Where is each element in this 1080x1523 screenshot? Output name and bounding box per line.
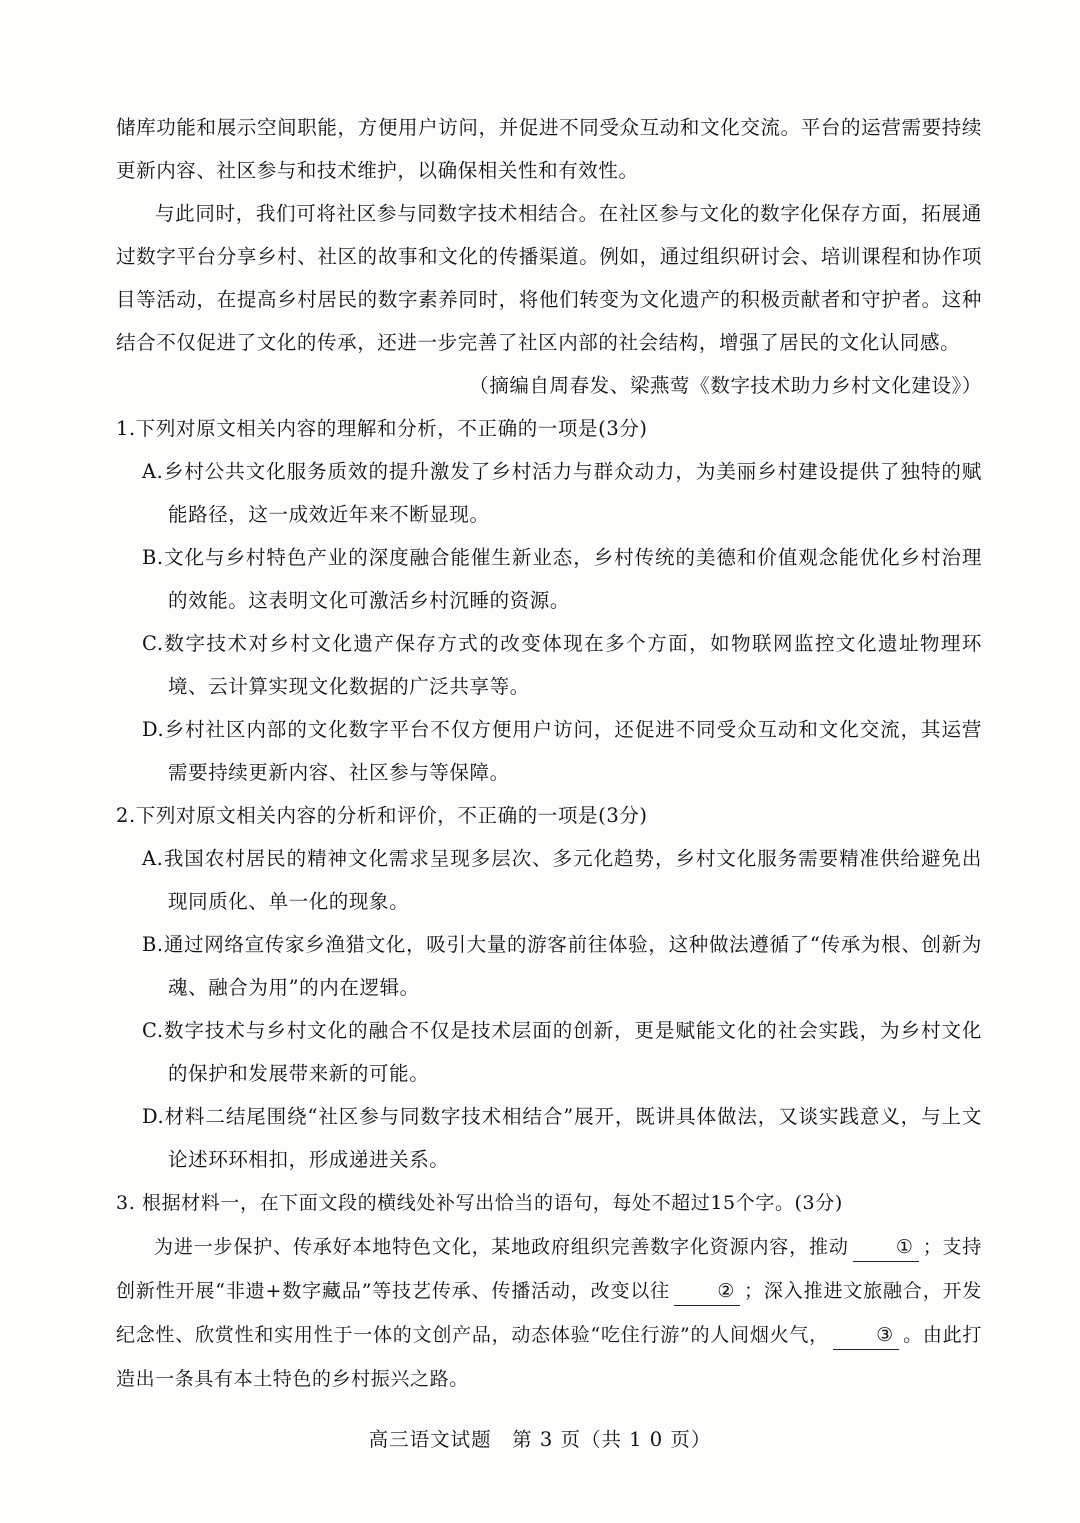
material-paragraph-2: 与此同时，我们可将社区参与同数字技术相结合。在社区参与文化的数字化保存方面，拓展通过数字平台分享乡村、社区的故事和文化的传播渠道。例如，通过组织研讨会、培训课程和协作项目等活动，在提高乡村居民的数字素养同时，将他们转变为文化遗产的积极贡献者和守护者。这种结合不仅促进了文化的传承，还进一步完善了社区内部的社会结构，增强了居民的文化认同感。	[116, 202, 982, 354]
passage-text-a: 为进一步保护、传承好本地特色文化，某地政府组织完善数字化资源内容，推动	[154, 1236, 849, 1258]
page-content	[116, 106, 982, 1401]
question-2-option-c	[116, 1009, 982, 1095]
question-1-option-b	[116, 536, 982, 622]
question-1	[116, 407, 982, 794]
answer-blank-2[interactable]: ②	[674, 1277, 740, 1306]
question-2-option-b	[116, 923, 982, 1009]
passage-text-d: 。由此打造出一条具有本土特色的乡村振兴之路。	[116, 1324, 982, 1390]
question-2-stem: 2.下列对原文相关内容的分析和评价，不正确的一项是(3分)	[116, 804, 648, 827]
option-text: D.材料二结尾围绕“社区参与同数字技术相结合”展开，既讲具体做法，又谈实践意义，与上文论述环环相扣，形成递进关系。	[142, 1105, 982, 1171]
option-text: B.通过网络宣传家乡渔猎文化，吸引大量的游客前往体验，这种做法遵循了“传承为根、创新为魂、融合为用”的内在逻辑。	[142, 933, 982, 999]
option-text: B.文化与乡村特色产业的深度融合能催生新业态，乡村传统的美德和价值观念能优化乡村治理的效能。这表明文化可激活乡村沉睡的资源。	[142, 546, 982, 612]
question-2-option-d	[116, 1095, 982, 1181]
page-footer: 高三语文试题 第 3 页（共 1 0 页）	[368, 1428, 712, 1451]
passage-text-c: ；深入推进文旅融合，开发纪念性、欣赏性和实用性于一体的文创产品，动态体验“吃住行游”的人间烟火气，	[116, 1280, 983, 1346]
question-1-option-c	[116, 622, 982, 708]
question-1-option-a	[116, 450, 982, 536]
option-text: A.我国农村居民的精神文化需求呈现多层次、多元化趋势，乡村文化服务需要精准供给避免出现同质化、单一化的现象。	[142, 847, 982, 913]
question-1-stem: 1.下列对原文相关内容的理解和分析，不正确的一项是(3分)	[116, 417, 648, 440]
material-paragraph-1: 储库功能和展示空间职能，方便用户访问，并促进不同受众互动和文化交流。平台的运营需要持续更新内容、社区参与和技术维护，以确保相关性和有效性。	[116, 116, 982, 182]
question-2-option-a	[116, 837, 982, 923]
source-citation: （摘编自周春发、梁燕莺《数字技术助力乡村文化建设》）	[469, 374, 982, 397]
question-2	[116, 794, 982, 1181]
question-3-passage	[116, 1225, 982, 1401]
option-text: D.乡村社区内部的文化数字平台不仅方便用户访问，还促进不同受众互动和文化交流，其运营需要持续更新内容、社区参与等保障。	[142, 718, 982, 784]
answer-blank-3[interactable]: ③	[833, 1321, 899, 1350]
option-text: C.数字技术对乡村文化遗产保存方式的改变体现在多个方面，如物联网监控文化遗址物理环境、云计算实现文化数据的广泛共享等。	[142, 632, 982, 698]
question-1-option-d	[116, 708, 982, 794]
question-3	[116, 1181, 982, 1401]
answer-blank-1[interactable]: ①	[853, 1233, 919, 1262]
option-text: C.数字技术与乡村文化的融合不仅是技术层面的创新，更是赋能文化的社会实践，为乡村文化的保护和发展带来新的可能。	[142, 1019, 982, 1085]
option-text: A.乡村公共文化服务质效的提升激发了乡村活力与群众动力，为美丽乡村建设提供了独特的赋能路径，这一成效近年来不断显现。	[142, 460, 982, 526]
passage-text-b: ；支持创新性开展“非遗+数字藏品”等技艺传承、传播活动，改变以往	[116, 1236, 982, 1302]
question-3-stem: 3. 根据材料一，在下面文段的横线处补写出恰当的语句，每处不超过15个字。(3分)	[116, 1192, 843, 1214]
